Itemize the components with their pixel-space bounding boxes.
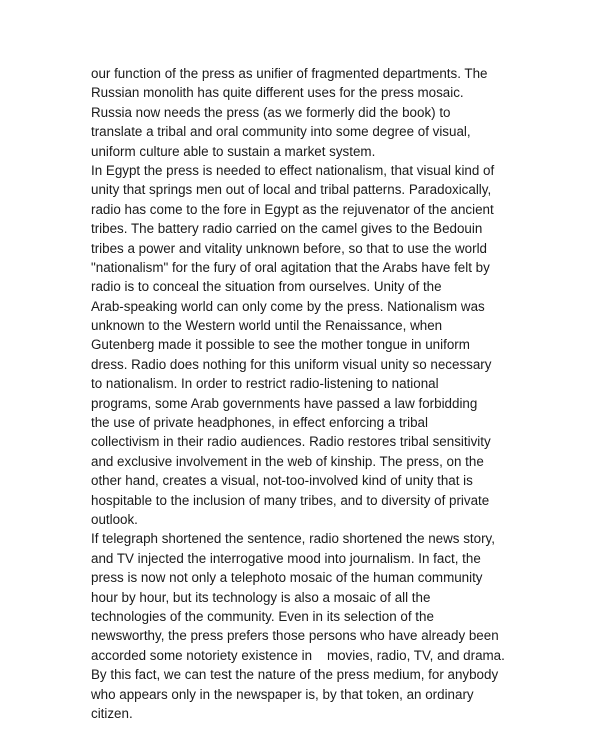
text-line: to nationalism. In order to restrict radio-listening to national <box>91 376 439 392</box>
text-line: In Egypt the press is needed to effect nationalism, that visual kind of <box>91 162 495 178</box>
text-line: dress. Radio does nothing for this uniform visual unity so necessary <box>91 356 492 372</box>
text-line: tribes. The battery radio carried on the camel gives to the Bedouin <box>91 221 483 237</box>
text-line: and exclusive involvement in the web of kinship. The press, on the <box>91 453 484 469</box>
text-line: uniform culture able to sustain a market system. <box>91 143 376 159</box>
text-line: outlook. <box>91 511 138 527</box>
text-line: other hand, creates a visual, not-too-involved kind of unity that is <box>91 473 473 489</box>
text-line: accorded some notoriety existence in movies, radio, TV, and drama. <box>91 647 505 663</box>
text-line: unknown to the Western world until the Renaissance, when <box>91 318 443 334</box>
text-line: "nationalism" for the fury of oral agitation that the Arabs have felt by <box>91 259 490 275</box>
text-line: hour by hour, but its technology is also a mosaic of all the <box>91 589 431 605</box>
text-line: technologies of the community. Even in its selection of the <box>91 608 434 624</box>
text-line: radio is to conceal the situation from ourselves. Unity of the <box>91 279 442 295</box>
text-line: press is now not only a telephoto mosaic of the human community <box>91 570 483 586</box>
text-line: the use of private headphones, in effect enforcing a tribal <box>91 415 428 431</box>
text-line: Arab-speaking world can only come by the press. Nationalism was <box>91 298 485 314</box>
text-line: hospitable to the inclusion of many tribes, and to diversity of private <box>91 492 490 508</box>
text-line: Gutenberg made it possible to see the mother tongue in uniform <box>91 337 470 353</box>
text-line: programs, some Arab governments have passed a law forbidding <box>91 395 478 411</box>
text-line: our function of the press as unifier of fragmented departments. The <box>91 66 488 81</box>
text-line: Russia now needs the press (as we formerly did the book) to <box>91 104 451 120</box>
text-line: citizen. <box>91 705 133 721</box>
text-line: tribes a power and vitality unknown before, so that to use the world <box>91 240 487 256</box>
text-line: unity that springs men out of local and tribal patterns. Paradoxically, <box>91 182 492 198</box>
body-text <box>91 64 521 723</box>
text-line: newsworthy, the press prefers those persons who have already been <box>91 628 499 644</box>
text-line: Russian monolith has quite different uses for the press mosaic. <box>91 85 464 101</box>
text-line: radio has come to the fore in Egypt as the rejuvenator of the ancient <box>91 201 494 217</box>
text-line: translate a tribal and oral community into some degree of visual, <box>91 124 471 140</box>
text-line: collectivism in their radio audiences. Radio restores tribal sensitivity <box>91 434 491 450</box>
text-line: If telegraph shortened the sentence, radio shortened the news story, <box>91 531 495 547</box>
text-line: who appears only in the newspaper is, by that token, an ordinary <box>91 686 474 702</box>
text-line: By this fact, we can test the nature of the press medium, for anybody <box>91 667 499 683</box>
text-line: and TV injected the interrogative mood into journalism. In fact, the <box>91 550 481 566</box>
